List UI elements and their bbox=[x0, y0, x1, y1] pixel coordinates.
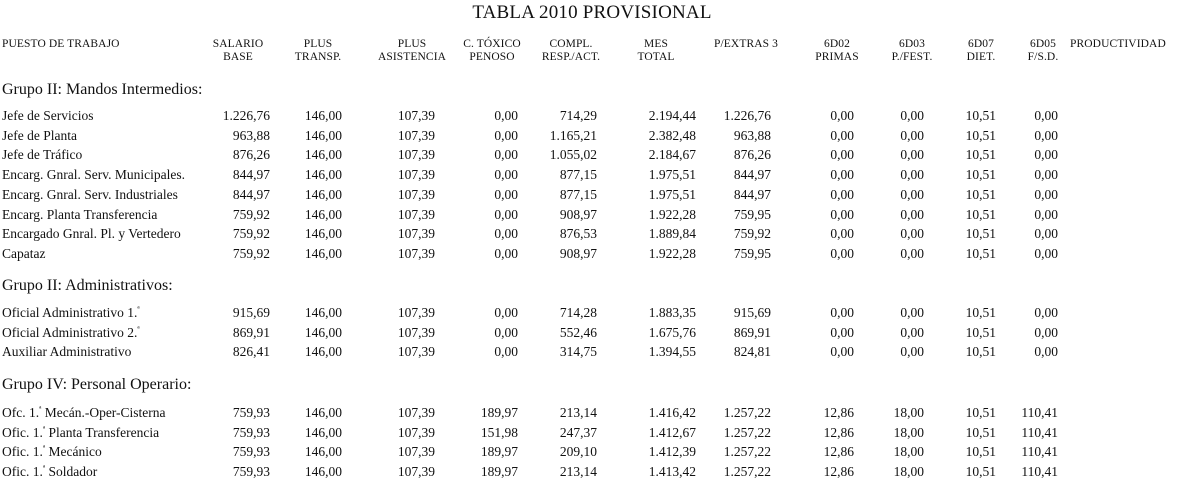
cell-d03: 0,00 bbox=[900, 324, 924, 340]
cell-mes: 1.413,42 bbox=[648, 464, 696, 480]
cell-d07: 10,51 bbox=[965, 167, 996, 183]
column-header-line: ASISTENCIA bbox=[377, 51, 447, 63]
cell-asist: 107,39 bbox=[397, 127, 435, 143]
table-row bbox=[0, 403, 1184, 422]
cell-compl: 877,15 bbox=[559, 167, 597, 183]
cell-extras: 915,69 bbox=[733, 305, 771, 320]
cell-toxico: 0,00 bbox=[494, 324, 518, 340]
cell-salario: 963,88 bbox=[232, 127, 270, 143]
cell-d07: 10,51 bbox=[965, 147, 996, 163]
cell-compl: 552,46 bbox=[559, 324, 597, 340]
cell-d03: 18,00 bbox=[893, 424, 924, 440]
column-header-d02 bbox=[800, 38, 874, 64]
row-job-title: Ofc. 1.$^ª$ Mecán.-Oper-Cisterna bbox=[2, 404, 166, 420]
cell-mes: 1.675,76 bbox=[648, 324, 696, 340]
cell-mes: 2.194,44 bbox=[648, 108, 696, 123]
cell-d07: 10,51 bbox=[965, 127, 996, 143]
table-row bbox=[0, 323, 1184, 342]
cell-compl: 714,29 bbox=[559, 108, 597, 123]
cell-toxico: 189,97 bbox=[480, 444, 518, 460]
cell-asist: 107,39 bbox=[397, 405, 435, 420]
cell-d02: 12,86 bbox=[823, 444, 854, 460]
cell-d03: 0,00 bbox=[900, 245, 924, 261]
cell-mes: 2.184,67 bbox=[648, 147, 696, 163]
cell-transp: 146,00 bbox=[304, 464, 342, 480]
row-job-title: Encarg. Gnral. Serv. Industriales bbox=[2, 186, 178, 202]
cell-salario: 759,93 bbox=[232, 405, 270, 420]
column-header-line: PLUS bbox=[397, 38, 427, 50]
row-job-title: Ofic. 1.$^ª$ Mecánico bbox=[2, 443, 102, 460]
row-job-title: Encarg. Gnral. Serv. Municipales. bbox=[2, 167, 185, 183]
cell-mes: 1.416,42 bbox=[648, 405, 696, 420]
column-header-line: F/S.D. bbox=[1027, 51, 1059, 63]
cell-compl: 213,14 bbox=[559, 464, 597, 480]
row-job-title: Jefe de Servicios bbox=[2, 108, 94, 123]
column-header-line: SALARIO bbox=[212, 38, 264, 50]
cell-compl: 209,10 bbox=[559, 444, 597, 460]
cell-salario: 869,91 bbox=[232, 324, 270, 340]
cell-d02: 0,00 bbox=[830, 147, 854, 163]
cell-d07: 10,51 bbox=[965, 324, 996, 340]
cell-extras: 1.257,22 bbox=[723, 464, 771, 480]
column-header-line: 6D05 bbox=[1030, 38, 1056, 50]
cell-asist: 107,39 bbox=[397, 305, 435, 320]
cell-mes: 1.412,67 bbox=[648, 424, 696, 440]
cell-d07: 10,51 bbox=[965, 245, 996, 261]
cell-d02: 0,00 bbox=[830, 245, 854, 261]
cell-salario: 759,93 bbox=[232, 444, 270, 460]
row-job-title: Jefe de Planta bbox=[2, 127, 77, 143]
cell-d07: 10,51 bbox=[965, 226, 996, 242]
cell-d03: 18,00 bbox=[893, 464, 924, 480]
table-row bbox=[0, 442, 1184, 461]
cell-d03: 0,00 bbox=[900, 344, 924, 360]
cell-extras: 1.257,22 bbox=[723, 405, 771, 420]
cell-asist: 107,39 bbox=[397, 186, 435, 202]
table-row bbox=[0, 185, 1184, 204]
cell-compl: 213,14 bbox=[559, 405, 597, 420]
cell-compl: 1.055,02 bbox=[549, 147, 597, 163]
cell-extras: 844,97 bbox=[733, 167, 771, 183]
group-title: Grupo IV: Personal Operario: bbox=[2, 376, 192, 393]
cell-d02: 12,86 bbox=[823, 464, 854, 480]
cell-transp: 146,00 bbox=[304, 108, 342, 123]
cell-d02: 0,00 bbox=[830, 206, 854, 222]
column-header-compl bbox=[536, 38, 606, 64]
cell-d05: 0,00 bbox=[1034, 186, 1058, 202]
cell-d05: 0,00 bbox=[1034, 127, 1058, 143]
cell-d03: 18,00 bbox=[893, 444, 924, 460]
cell-toxico: 0,00 bbox=[494, 186, 518, 202]
column-header-line: DIET. bbox=[966, 51, 996, 63]
cell-mes: 1.922,28 bbox=[648, 245, 696, 261]
cell-transp: 146,00 bbox=[304, 305, 342, 320]
column-header-line: PRIMAS bbox=[815, 51, 859, 63]
cell-transp: 146,00 bbox=[304, 186, 342, 202]
cell-asist: 107,39 bbox=[397, 147, 435, 163]
cell-compl: 247,37 bbox=[559, 424, 597, 440]
column-header-line: TRANSP. bbox=[294, 51, 342, 63]
cell-transp: 146,00 bbox=[304, 167, 342, 183]
cell-d07: 10,51 bbox=[965, 108, 996, 123]
cell-d02: 0,00 bbox=[830, 305, 854, 320]
cell-asist: 107,39 bbox=[397, 226, 435, 242]
cell-asist: 107,39 bbox=[397, 464, 435, 480]
column-header-line: 6D02 bbox=[824, 38, 850, 50]
column-header-line: C. TÓXICO bbox=[463, 38, 521, 50]
cell-transp: 146,00 bbox=[304, 127, 342, 143]
cell-toxico: 0,00 bbox=[494, 344, 518, 360]
cell-salario: 759,92 bbox=[232, 226, 270, 242]
cell-extras: 963,88 bbox=[733, 127, 771, 143]
cell-d07: 10,51 bbox=[965, 206, 996, 222]
column-header-prod bbox=[1070, 38, 1182, 51]
cell-transp: 146,00 bbox=[304, 147, 342, 163]
cell-asist: 107,39 bbox=[397, 206, 435, 222]
cell-asist: 107,39 bbox=[397, 324, 435, 340]
cell-d02: 0,00 bbox=[830, 186, 854, 202]
cell-d02: 0,00 bbox=[830, 324, 854, 340]
cell-salario: 844,97 bbox=[232, 167, 270, 183]
row-job-title: Ofic. 1.$^ª$ Planta Transferencia bbox=[2, 424, 160, 440]
group-title: Grupo II: Mandos Intermedios: bbox=[2, 81, 203, 98]
cell-asist: 107,39 bbox=[397, 108, 435, 123]
table-row bbox=[0, 342, 1184, 361]
cell-d02: 12,86 bbox=[823, 424, 854, 440]
cell-d07: 10,51 bbox=[965, 444, 996, 460]
cell-compl: 877,15 bbox=[559, 186, 597, 202]
cell-d03: 0,00 bbox=[900, 147, 924, 163]
cell-d03: 0,00 bbox=[900, 226, 924, 242]
cell-extras: 759,95 bbox=[733, 245, 771, 261]
column-header-d07 bbox=[950, 38, 1012, 64]
cell-mes: 2.382,48 bbox=[648, 127, 696, 143]
cell-d03: 0,00 bbox=[900, 108, 924, 123]
row-job-title: Encarg. Planta Transferencia bbox=[2, 206, 158, 222]
row-job-title: Auxiliar Administrativo bbox=[2, 344, 132, 360]
column-header-line: PUESTO DE TRABAJO bbox=[2, 38, 120, 50]
cell-mes: 1.883,35 bbox=[648, 305, 696, 320]
column-header-line: PENOSO bbox=[469, 51, 515, 63]
cell-d05: 0,00 bbox=[1034, 147, 1058, 163]
cell-salario: 844,97 bbox=[232, 186, 270, 202]
cell-extras: 1.257,22 bbox=[723, 444, 771, 460]
cell-extras: 824,81 bbox=[733, 344, 771, 360]
cell-asist: 107,39 bbox=[397, 167, 435, 183]
cell-toxico: 0,00 bbox=[494, 305, 518, 320]
cell-compl: 908,97 bbox=[559, 245, 597, 261]
column-header-line: 6D07 bbox=[968, 38, 994, 50]
cell-d03: 18,00 bbox=[893, 405, 924, 420]
column-header-line: COMPL. bbox=[549, 38, 593, 50]
cell-toxico: 0,00 bbox=[494, 245, 518, 261]
cell-asist: 107,39 bbox=[397, 444, 435, 460]
table-row bbox=[0, 303, 1184, 322]
cell-d07: 10,51 bbox=[965, 305, 996, 320]
cell-mes: 1.412,39 bbox=[648, 444, 696, 460]
cell-extras: 759,92 bbox=[733, 226, 771, 242]
cell-transp: 146,00 bbox=[304, 424, 342, 440]
cell-d05: 0,00 bbox=[1034, 226, 1058, 242]
cell-d05: 0,00 bbox=[1034, 245, 1058, 261]
cell-toxico: 0,00 bbox=[494, 226, 518, 242]
cell-d02: 0,00 bbox=[830, 226, 854, 242]
cell-d07: 10,51 bbox=[965, 186, 996, 202]
cell-toxico: 189,97 bbox=[480, 464, 518, 480]
cell-toxico: 189,97 bbox=[480, 405, 518, 420]
cell-d05: 0,00 bbox=[1034, 324, 1058, 340]
cell-d07: 10,51 bbox=[965, 405, 996, 420]
column-header-line: PRODUCTIVIDAD bbox=[1070, 38, 1166, 50]
cell-transp: 146,00 bbox=[304, 405, 342, 420]
column-header-extras bbox=[700, 38, 792, 51]
column-header-salario bbox=[208, 38, 268, 64]
column-header-d05 bbox=[1010, 38, 1076, 64]
column-header-line: TOTAL bbox=[637, 51, 675, 63]
cell-d02: 12,86 bbox=[823, 405, 854, 420]
cell-asist: 107,39 bbox=[397, 344, 435, 360]
cell-d03: 0,00 bbox=[900, 127, 924, 143]
column-header-line: P./FEST. bbox=[891, 51, 933, 63]
cell-d02: 0,00 bbox=[830, 167, 854, 183]
row-job-title: Encargado Gnral. Pl. y Vertedero bbox=[2, 226, 181, 242]
cell-d03: 0,00 bbox=[900, 167, 924, 183]
cell-toxico: 0,00 bbox=[494, 127, 518, 143]
table-row bbox=[0, 106, 1184, 125]
column-header-line: MES bbox=[644, 38, 668, 50]
cell-salario: 915,69 bbox=[232, 305, 270, 320]
cell-toxico: 0,00 bbox=[494, 108, 518, 123]
cell-d02: 0,00 bbox=[830, 127, 854, 143]
cell-d07: 10,51 bbox=[965, 464, 996, 480]
cell-transp: 146,00 bbox=[304, 324, 342, 340]
table-row bbox=[0, 224, 1184, 243]
cell-extras: 1.257,22 bbox=[723, 424, 771, 440]
cell-salario: 759,93 bbox=[232, 464, 270, 480]
table-row bbox=[0, 205, 1184, 224]
table-row bbox=[0, 145, 1184, 164]
cell-d07: 10,51 bbox=[965, 344, 996, 360]
cell-mes: 1.975,51 bbox=[648, 167, 696, 183]
cell-mes: 1.889,84 bbox=[648, 226, 696, 242]
column-header-mes bbox=[620, 38, 692, 64]
cell-transp: 146,00 bbox=[304, 344, 342, 360]
cell-d05: 110,41 bbox=[1021, 424, 1058, 440]
cell-toxico: 0,00 bbox=[494, 167, 518, 183]
cell-d05: 0,00 bbox=[1034, 108, 1058, 123]
cell-compl: 1.165,21 bbox=[549, 127, 597, 143]
column-header-line: BASE bbox=[223, 51, 253, 63]
group-title: Grupo II: Administrativos: bbox=[2, 277, 173, 294]
cell-d05: 0,00 bbox=[1034, 344, 1058, 360]
row-job-title: Jefe de Tráfico bbox=[2, 147, 83, 163]
cell-asist: 107,39 bbox=[397, 424, 435, 440]
cell-d05: 0,00 bbox=[1034, 305, 1058, 320]
row-job-title: Oficial Administrativo 2.$^ª$ bbox=[2, 324, 140, 340]
column-header-line: RESP./ACT. bbox=[541, 51, 601, 63]
column-header-transp bbox=[288, 38, 348, 64]
table-row bbox=[0, 244, 1184, 263]
cell-extras: 844,97 bbox=[733, 186, 771, 202]
cell-compl: 714,28 bbox=[559, 305, 597, 320]
column-header-line: PLUS bbox=[303, 38, 333, 50]
table-row bbox=[0, 462, 1184, 481]
table-row bbox=[0, 423, 1184, 442]
table-row bbox=[0, 165, 1184, 184]
cell-salario: 759,92 bbox=[232, 245, 270, 261]
cell-transp: 146,00 bbox=[304, 245, 342, 261]
cell-toxico: 0,00 bbox=[494, 206, 518, 222]
row-job-title: Oficial Administrativo 1.$^ª$ bbox=[2, 304, 140, 320]
column-header-asist bbox=[372, 38, 452, 64]
cell-salario: 876,26 bbox=[232, 147, 270, 163]
cell-d05: 0,00 bbox=[1034, 167, 1058, 183]
cell-extras: 1.226,76 bbox=[723, 108, 771, 123]
cell-salario: 826,41 bbox=[232, 344, 270, 360]
cell-salario: 759,92 bbox=[232, 206, 270, 222]
table-row bbox=[0, 126, 1184, 145]
cell-d03: 0,00 bbox=[900, 186, 924, 202]
cell-asist: 107,39 bbox=[397, 245, 435, 261]
cell-compl: 314,75 bbox=[559, 344, 597, 360]
cell-toxico: 0,00 bbox=[494, 147, 518, 163]
row-job-title: Ofic. 1.$^ª$ Soldador bbox=[2, 463, 98, 480]
cell-compl: 876,53 bbox=[559, 226, 597, 242]
cell-d07: 10,51 bbox=[965, 424, 996, 440]
cell-toxico: 151,98 bbox=[480, 424, 518, 440]
cell-d03: 0,00 bbox=[900, 305, 924, 320]
column-header-line: 6D03 bbox=[899, 38, 925, 50]
row-job-title: Capataz bbox=[2, 245, 46, 261]
cell-extras: 759,95 bbox=[733, 206, 771, 222]
cell-d05: 110,41 bbox=[1021, 405, 1058, 420]
column-header-puesto bbox=[2, 38, 162, 51]
cell-salario: 1.226,76 bbox=[222, 108, 270, 123]
cell-mes: 1.922,28 bbox=[648, 206, 696, 222]
cell-extras: 869,91 bbox=[733, 324, 771, 340]
table-title: TABLA 2010 PROVISIONAL bbox=[472, 2, 712, 23]
cell-d02: 0,00 bbox=[830, 344, 854, 360]
cell-transp: 146,00 bbox=[304, 226, 342, 242]
column-header-line: P/EXTRAS 3 bbox=[714, 38, 778, 50]
cell-d05: 110,41 bbox=[1021, 444, 1058, 460]
cell-mes: 1.975,51 bbox=[648, 186, 696, 202]
cell-d02: 0,00 bbox=[830, 108, 854, 123]
cell-salario: 759,93 bbox=[232, 424, 270, 440]
cell-compl: 908,97 bbox=[559, 206, 597, 222]
column-header-d03 bbox=[876, 38, 948, 64]
cell-d03: 0,00 bbox=[900, 206, 924, 222]
cell-transp: 146,00 bbox=[304, 206, 342, 222]
cell-transp: 146,00 bbox=[304, 444, 342, 460]
column-header-toxico bbox=[458, 38, 526, 64]
cell-extras: 876,26 bbox=[733, 147, 771, 163]
cell-d05: 110,41 bbox=[1021, 464, 1058, 480]
cell-d05: 0,00 bbox=[1034, 206, 1058, 222]
cell-mes: 1.394,55 bbox=[648, 344, 696, 360]
